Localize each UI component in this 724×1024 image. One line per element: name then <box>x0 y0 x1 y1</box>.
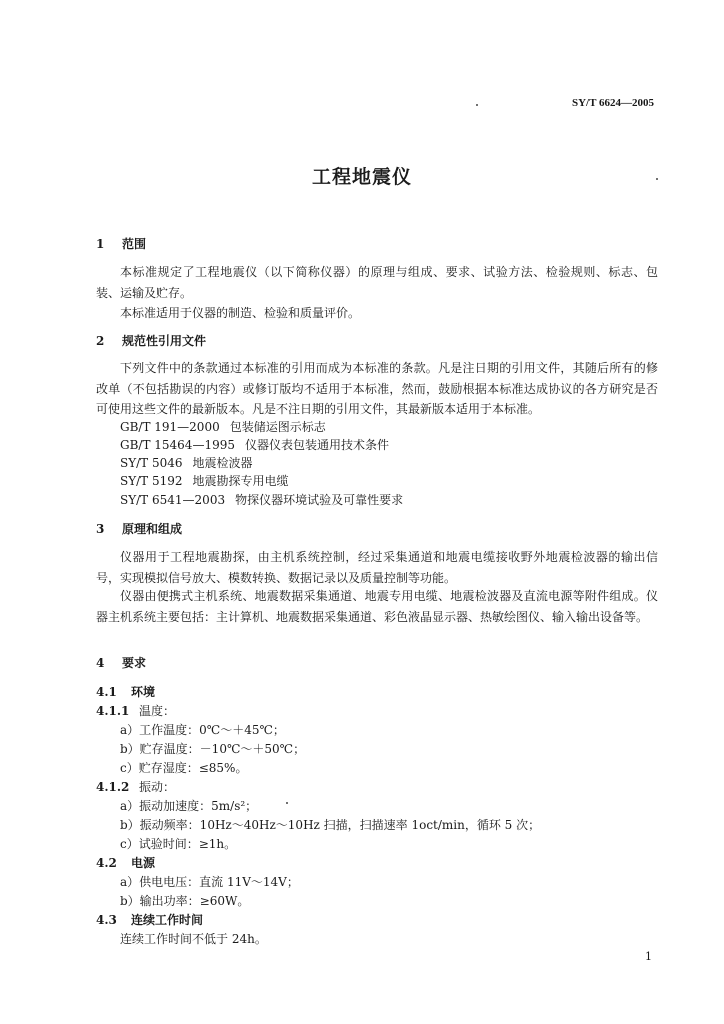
reference-code: SY/T 5046 <box>120 456 183 470</box>
subsection-number: 4.2 <box>96 856 117 870</box>
list-item: c）试验时间：≥1h。 <box>120 837 237 851</box>
subsection-number: 4.3 <box>96 913 117 927</box>
subsection-4-1-2-heading <box>96 778 175 795</box>
subsection-title: 温度： <box>139 704 176 718</box>
paragraph: 仪器用于工程地震勘探，由主机系统控制，经过采集通道和地震电缆接收野外地震检波器的输出信号，实现模拟信号放大、模数转换、数据记录以及质量控制等功能。 <box>96 550 658 585</box>
subsection-number: 4.1.1 <box>96 704 130 718</box>
reference-item <box>120 491 403 508</box>
reference-title: 仪器仪表包装通用技术条件 <box>244 438 389 452</box>
section-3-heading <box>96 520 182 537</box>
subsection-title: 环境 <box>131 685 156 699</box>
paragraph: 下列文件中的条款通过本标准的引用而成为本标准的条款。凡是注日期的引用文件，其随后所有的修改单（不包括勘误的内容）或修订版均不适用于本标准，然而，鼓励根据本标准达成协议的各方研究是否可使用这些文件的最新版本。凡是不注日期的引用文件，其最新版本适用于本标准。 <box>96 361 658 416</box>
scan-speck <box>656 178 658 180</box>
reference-code: SY/T 5192 <box>120 474 183 488</box>
subsection-4-1-1-heading <box>96 702 175 719</box>
paragraph: 仪器由便携式主机系统、地震数据采集通道、地震专用电缆、地震检波器及直流电源等附件组成。仪器主机系统主要包括：主计算机、地震数据采集通道、彩色液晶显示器、热敏绘图仪、输入输出设备等。 <box>96 589 658 624</box>
section-title: 要求 <box>122 656 147 670</box>
section-1-heading <box>96 235 146 252</box>
reference-item <box>120 454 253 471</box>
body-text: 连续工作时间不低于 24h。 <box>120 932 267 946</box>
section-title: 范围 <box>122 237 147 251</box>
document-title: 工程地震仪 <box>311 166 412 188</box>
section-number: 2 <box>96 334 105 348</box>
list-item: b）振动频率：10Hz～40Hz～10Hz 扫描，扫描速率 1oct/min，循环 5 次； <box>120 818 541 832</box>
list-item: b）输出功率：≥60W。 <box>120 894 250 908</box>
paragraph: 本标准适用于仪器的制造、检验和质量评价。 <box>120 306 361 320</box>
section-number: 4 <box>96 656 105 670</box>
subsection-number: 4.1.2 <box>96 780 130 794</box>
section-title: 原理和组成 <box>122 522 183 536</box>
subsection-4-2-heading <box>96 854 155 871</box>
reference-item <box>120 418 326 435</box>
list-item: a）工作温度：0℃～＋45℃； <box>120 723 285 737</box>
subsection-number: 4.1 <box>96 685 117 699</box>
reference-code: GB/T 15464—1995 <box>120 438 235 452</box>
list-item: c）贮存湿度：≤85%。 <box>120 761 248 775</box>
section-4-heading <box>96 654 146 671</box>
list-item: b）贮存温度：－10℃～＋50℃； <box>120 742 306 756</box>
reference-code: SY/T 6541—2003 <box>120 493 226 507</box>
reference-item <box>120 472 289 489</box>
section-title: 规范性引用文件 <box>122 334 207 348</box>
list-item: a）振动加速度：5m/s²； <box>120 799 258 813</box>
reference-title: 地震检波器 <box>192 456 253 470</box>
page-number: 1 <box>645 950 652 963</box>
subsection-title: 连续工作时间 <box>131 913 204 927</box>
reference-title: 地震勘探专用电缆 <box>192 474 289 488</box>
standard-code: SY/T 6624—2005 <box>571 97 654 109</box>
section-number: 1 <box>96 237 105 251</box>
paragraph: 本标准规定了工程地震仪（以下简称仪器）的原理与组成、要求、试验方法、检验规则、标志、包装、运输及贮存。 <box>96 265 658 300</box>
subsection-4-3-heading <box>96 911 203 928</box>
section-number: 3 <box>96 522 105 536</box>
subsection-title: 电源 <box>131 856 156 870</box>
subsection-title: 振动： <box>139 780 176 794</box>
reference-item <box>120 436 389 453</box>
reference-title: 包装储运图示标志 <box>229 420 326 434</box>
reference-code: GB/T 191—2000 <box>120 420 220 434</box>
scan-speck <box>476 104 478 106</box>
scan-speck <box>286 802 288 804</box>
reference-title: 物探仪器环境试验及可靠性要求 <box>235 493 404 507</box>
list-item: a）供电电压：直流 11V～14V； <box>120 875 299 889</box>
subsection-4-1-heading <box>96 683 155 700</box>
section-2-heading <box>96 332 206 349</box>
